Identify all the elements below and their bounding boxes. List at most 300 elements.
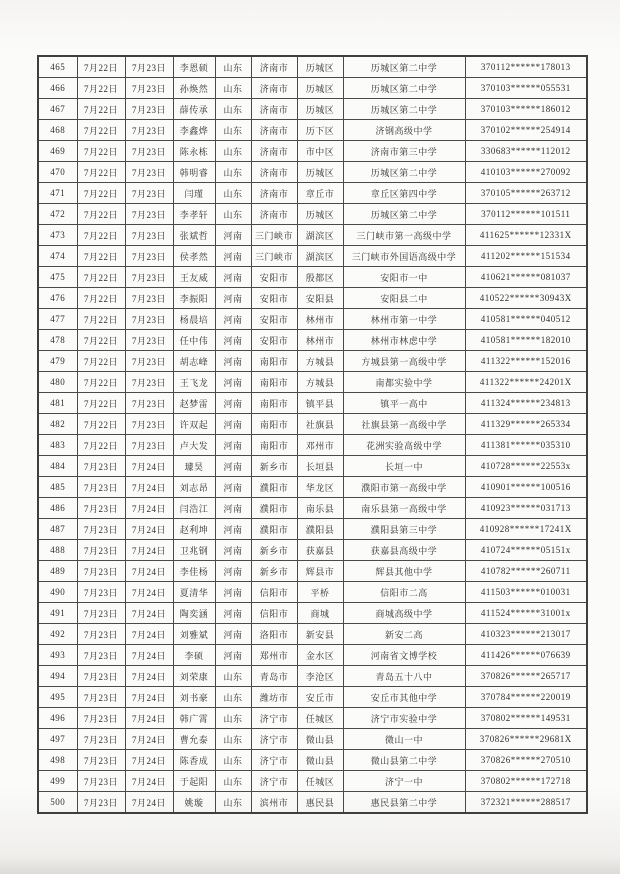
cell-city: 济宁市 [251, 771, 297, 792]
cell-district: 镇平县 [297, 393, 343, 414]
cell-seq: 479 [38, 351, 77, 372]
cell-province: 河南 [215, 498, 251, 519]
cell-seq: 497 [38, 729, 77, 750]
table-row [38, 309, 587, 330]
cell-checkin-date: 7月22日 [77, 351, 125, 372]
cell-province: 河南 [215, 393, 251, 414]
cell-district: 李沧区 [297, 666, 343, 687]
cell-id-number: 411322******152016 [465, 351, 587, 372]
cell-id-number: 370105******263712 [465, 183, 587, 204]
cell-checkout-date: 7月24日 [125, 624, 173, 645]
cell-id-number: 370112******178013 [465, 56, 587, 78]
cell-checkin-date: 7月23日 [77, 624, 125, 645]
cell-checkin-date: 7月22日 [77, 225, 125, 246]
cell-school: 商城高级中学 [343, 603, 465, 624]
cell-district: 章丘市 [297, 183, 343, 204]
cell-id-number: 410724******05151x [465, 540, 587, 561]
cell-name: 王飞龙 [173, 372, 215, 393]
cell-city: 濮阳市 [251, 498, 297, 519]
cell-name: 李孝轩 [173, 204, 215, 225]
cell-checkin-date: 7月23日 [77, 729, 125, 750]
cell-city: 南阳市 [251, 393, 297, 414]
cell-province: 河南 [215, 414, 251, 435]
cell-id-number: 410928******17241X [465, 519, 587, 540]
cell-city: 南阳市 [251, 435, 297, 456]
cell-checkin-date: 7月22日 [77, 435, 125, 456]
cell-checkin-date: 7月23日 [77, 540, 125, 561]
table-row [38, 435, 587, 456]
cell-checkin-date: 7月22日 [77, 78, 125, 99]
cell-province: 山东 [215, 78, 251, 99]
cell-province: 河南 [215, 519, 251, 540]
cell-city: 新乡市 [251, 456, 297, 477]
cell-checkout-date: 7月24日 [125, 708, 173, 729]
cell-school: 章丘区第四中学 [343, 183, 465, 204]
cell-district: 南乐县 [297, 498, 343, 519]
cell-name: 刘荣康 [173, 666, 215, 687]
cell-school: 济宁一中 [343, 771, 465, 792]
cell-checkout-date: 7月23日 [125, 330, 173, 351]
cell-school: 三门峡市外国语高级中学 [343, 246, 465, 267]
cell-checkin-date: 7月22日 [77, 204, 125, 225]
cell-checkout-date: 7月23日 [125, 414, 173, 435]
cell-province: 河南 [215, 330, 251, 351]
cell-city: 济南市 [251, 162, 297, 183]
cell-id-number: 370102******254914 [465, 120, 587, 141]
cell-id-number: 370103******055531 [465, 78, 587, 99]
cell-id-number: 330683******112012 [465, 141, 587, 162]
cell-province: 山东 [215, 99, 251, 120]
cell-district: 惠民县 [297, 792, 343, 814]
cell-district: 辉县市 [297, 561, 343, 582]
cell-checkout-date: 7月24日 [125, 477, 173, 498]
cell-checkout-date: 7月23日 [125, 99, 173, 120]
cell-checkin-date: 7月22日 [77, 414, 125, 435]
cell-checkin-date: 7月22日 [77, 309, 125, 330]
cell-province: 河南 [215, 288, 251, 309]
cell-school: 南都实验中学 [343, 372, 465, 393]
cell-checkin-date: 7月22日 [77, 246, 125, 267]
table-row [38, 498, 587, 519]
cell-checkin-date: 7月22日 [77, 141, 125, 162]
cell-name: 赵利坤 [173, 519, 215, 540]
cell-id-number: 410923******031713 [465, 498, 587, 519]
cell-seq: 473 [38, 225, 77, 246]
cell-province: 河南 [215, 540, 251, 561]
cell-checkout-date: 7月23日 [125, 288, 173, 309]
table-row [38, 78, 587, 99]
table-row [38, 666, 587, 687]
cell-province: 河南 [215, 435, 251, 456]
cell-checkout-date: 7月24日 [125, 792, 173, 814]
cell-school: 社旗县第一高级中学 [343, 414, 465, 435]
cell-city: 信阳市 [251, 582, 297, 603]
table-row [38, 246, 587, 267]
cell-id-number: 410728******22553x [465, 456, 587, 477]
cell-district: 金水区 [297, 645, 343, 666]
cell-id-number: 370826******265717 [465, 666, 587, 687]
cell-checkin-date: 7月23日 [77, 666, 125, 687]
cell-school: 镇平一高中 [343, 393, 465, 414]
cell-school: 济南市第三中学 [343, 141, 465, 162]
cell-name: 赵梦雷 [173, 393, 215, 414]
cell-province: 山东 [215, 120, 251, 141]
cell-seq: 492 [38, 624, 77, 645]
cell-checkout-date: 7月23日 [125, 141, 173, 162]
cell-checkout-date: 7月23日 [125, 56, 173, 78]
cell-checkout-date: 7月24日 [125, 561, 173, 582]
cell-school: 林州市第一中学 [343, 309, 465, 330]
cell-checkout-date: 7月23日 [125, 183, 173, 204]
cell-district: 获嘉县 [297, 540, 343, 561]
cell-seq: 474 [38, 246, 77, 267]
cell-seq: 498 [38, 750, 77, 771]
cell-name: 闫瑾 [173, 183, 215, 204]
cell-district: 湖滨区 [297, 225, 343, 246]
cell-city: 南阳市 [251, 372, 297, 393]
cell-district: 邓州市 [297, 435, 343, 456]
cell-school: 长垣一中 [343, 456, 465, 477]
cell-city: 信阳市 [251, 603, 297, 624]
cell-province: 山东 [215, 792, 251, 814]
table-row [38, 645, 587, 666]
cell-school: 辉县其他中学 [343, 561, 465, 582]
cell-province: 山东 [215, 729, 251, 750]
cell-school: 河南省文博学校 [343, 645, 465, 666]
roster-table-body [38, 56, 587, 813]
cell-city: 济宁市 [251, 708, 297, 729]
cell-checkin-date: 7月22日 [77, 267, 125, 288]
cell-checkin-date: 7月23日 [77, 519, 125, 540]
cell-city: 安阳市 [251, 288, 297, 309]
cell-checkin-date: 7月23日 [77, 582, 125, 603]
table-row [38, 393, 587, 414]
cell-id-number: 370826******270510 [465, 750, 587, 771]
cell-id-number: 411381******035310 [465, 435, 587, 456]
cell-province: 河南 [215, 372, 251, 393]
cell-district: 新安县 [297, 624, 343, 645]
cell-seq: 496 [38, 708, 77, 729]
cell-school: 济宁市实验中学 [343, 708, 465, 729]
cell-city: 洛阳市 [251, 624, 297, 645]
cell-name: 任中伟 [173, 330, 215, 351]
table-row [38, 456, 587, 477]
cell-seq: 472 [38, 204, 77, 225]
cell-school: 济钢高级中学 [343, 120, 465, 141]
cell-name: 侯孝然 [173, 246, 215, 267]
cell-seq: 467 [38, 99, 77, 120]
cell-seq: 484 [38, 456, 77, 477]
cell-district: 历城区 [297, 99, 343, 120]
cell-district: 任城区 [297, 771, 343, 792]
cell-name: 李恩硕 [173, 56, 215, 78]
cell-province: 河南 [215, 246, 251, 267]
cell-checkin-date: 7月23日 [77, 477, 125, 498]
cell-city: 济宁市 [251, 729, 297, 750]
cell-province: 山东 [215, 204, 251, 225]
table-row [38, 750, 587, 771]
cell-name: 杨晨培 [173, 309, 215, 330]
cell-province: 河南 [215, 351, 251, 372]
cell-seq: 468 [38, 120, 77, 141]
cell-school: 花洲实验高级中学 [343, 435, 465, 456]
cell-district: 市中区 [297, 141, 343, 162]
cell-checkout-date: 7月23日 [125, 120, 173, 141]
cell-checkin-date: 7月23日 [77, 561, 125, 582]
cell-district: 历城区 [297, 162, 343, 183]
cell-district: 安阳县 [297, 288, 343, 309]
cell-seq: 465 [38, 56, 77, 78]
cell-checkout-date: 7月23日 [125, 204, 173, 225]
cell-school: 方城县第一高级中学 [343, 351, 465, 372]
cell-school: 濮阳县第三中学 [343, 519, 465, 540]
cell-school: 南乐县第一高级中学 [343, 498, 465, 519]
cell-checkout-date: 7月24日 [125, 456, 173, 477]
table-row [38, 330, 587, 351]
cell-seq: 470 [38, 162, 77, 183]
cell-checkout-date: 7月24日 [125, 666, 173, 687]
cell-checkout-date: 7月23日 [125, 393, 173, 414]
cell-province: 河南 [215, 561, 251, 582]
cell-school: 三门峡市第一高级中学 [343, 225, 465, 246]
cell-checkin-date: 7月23日 [77, 750, 125, 771]
scan-shadow [0, 856, 620, 874]
cell-district: 历城区 [297, 56, 343, 78]
cell-seq: 471 [38, 183, 77, 204]
cell-seq: 500 [38, 792, 77, 814]
cell-city: 青岛市 [251, 666, 297, 687]
cell-checkin-date: 7月22日 [77, 162, 125, 183]
cell-id-number: 370784******220019 [465, 687, 587, 708]
cell-school: 安丘市其他中学 [343, 687, 465, 708]
cell-name: 薛传承 [173, 99, 215, 120]
cell-seq: 478 [38, 330, 77, 351]
table-row [38, 141, 587, 162]
cell-checkout-date: 7月24日 [125, 603, 173, 624]
cell-district: 濮阳县 [297, 519, 343, 540]
cell-checkout-date: 7月23日 [125, 372, 173, 393]
cell-checkout-date: 7月24日 [125, 582, 173, 603]
cell-district: 方城县 [297, 351, 343, 372]
cell-school: 获嘉县高级中学 [343, 540, 465, 561]
table-row [38, 288, 587, 309]
table-row [38, 540, 587, 561]
cell-province: 山东 [215, 708, 251, 729]
cell-school: 濮阳市第一高级中学 [343, 477, 465, 498]
cell-name: 刘雅斌 [173, 624, 215, 645]
cell-city: 濮阳市 [251, 477, 297, 498]
cell-name: 王友威 [173, 267, 215, 288]
cell-checkout-date: 7月24日 [125, 498, 173, 519]
cell-id-number: 411524******31001x [465, 603, 587, 624]
cell-name: 韩明睿 [173, 162, 215, 183]
table-row [38, 771, 587, 792]
cell-id-number: 410323******213017 [465, 624, 587, 645]
cell-seq: 491 [38, 603, 77, 624]
cell-checkout-date: 7月24日 [125, 729, 173, 750]
cell-city: 济南市 [251, 56, 297, 78]
cell-seq: 480 [38, 372, 77, 393]
cell-district: 微山县 [297, 729, 343, 750]
cell-school: 安阳市一中 [343, 267, 465, 288]
cell-seq: 490 [38, 582, 77, 603]
cell-name: 李振阳 [173, 288, 215, 309]
cell-name: 孙焕然 [173, 78, 215, 99]
cell-province: 山东 [215, 771, 251, 792]
cell-city: 南阳市 [251, 351, 297, 372]
cell-province: 河南 [215, 645, 251, 666]
cell-seq: 477 [38, 309, 77, 330]
cell-school: 信阳市二高 [343, 582, 465, 603]
cell-id-number: 411322******24201X [465, 372, 587, 393]
cell-id-number: 370802******149531 [465, 708, 587, 729]
cell-seq: 489 [38, 561, 77, 582]
cell-checkin-date: 7月23日 [77, 498, 125, 519]
cell-city: 济南市 [251, 204, 297, 225]
cell-city: 济南市 [251, 120, 297, 141]
cell-city: 济南市 [251, 78, 297, 99]
cell-seq: 476 [38, 288, 77, 309]
cell-seq: 495 [38, 687, 77, 708]
cell-school: 青岛五十八中 [343, 666, 465, 687]
cell-city: 济南市 [251, 141, 297, 162]
cell-name: 陈永栋 [173, 141, 215, 162]
cell-province: 河南 [215, 477, 251, 498]
table-row [38, 708, 587, 729]
table-row [38, 561, 587, 582]
cell-name: 张斌哲 [173, 225, 215, 246]
table-row [38, 162, 587, 183]
cell-name: 于起阳 [173, 771, 215, 792]
table-row [38, 519, 587, 540]
cell-district: 湖滨区 [297, 246, 343, 267]
cell-province: 河南 [215, 603, 251, 624]
cell-city: 南阳市 [251, 414, 297, 435]
cell-school: 安阳县二中 [343, 288, 465, 309]
cell-seq: 466 [38, 78, 77, 99]
cell-province: 山东 [215, 750, 251, 771]
cell-name: 许双起 [173, 414, 215, 435]
cell-seq: 494 [38, 666, 77, 687]
cell-district: 历下区 [297, 120, 343, 141]
cell-city: 济南市 [251, 183, 297, 204]
cell-school: 历城区第二中学 [343, 162, 465, 183]
cell-checkin-date: 7月22日 [77, 330, 125, 351]
cell-district: 微山县 [297, 750, 343, 771]
cell-school: 历城区第二中学 [343, 56, 465, 78]
table-row [38, 351, 587, 372]
cell-district: 林州市 [297, 330, 343, 351]
cell-district: 平桥 [297, 582, 343, 603]
cell-school: 历城区第二中学 [343, 204, 465, 225]
table-row [38, 225, 587, 246]
cell-seq: 488 [38, 540, 77, 561]
cell-city: 新乡市 [251, 540, 297, 561]
cell-seq: 493 [38, 645, 77, 666]
cell-name: 璩昊 [173, 456, 215, 477]
cell-school: 历城区第二中学 [343, 99, 465, 120]
cell-city: 潍坊市 [251, 687, 297, 708]
cell-id-number: 410103******270092 [465, 162, 587, 183]
cell-id-number: 370112******101511 [465, 204, 587, 225]
cell-checkout-date: 7月23日 [125, 246, 173, 267]
table-row [38, 120, 587, 141]
cell-id-number: 410581******182010 [465, 330, 587, 351]
cell-checkin-date: 7月23日 [77, 792, 125, 814]
cell-district: 林州市 [297, 309, 343, 330]
cell-seq: 469 [38, 141, 77, 162]
cell-seq: 499 [38, 771, 77, 792]
cell-name: 陈香成 [173, 750, 215, 771]
cell-province: 河南 [215, 225, 251, 246]
table-row [38, 183, 587, 204]
cell-seq: 483 [38, 435, 77, 456]
cell-checkin-date: 7月22日 [77, 393, 125, 414]
cell-checkout-date: 7月23日 [125, 225, 173, 246]
table-row [38, 99, 587, 120]
cell-city: 郑州市 [251, 645, 297, 666]
cell-name: 卫兆钢 [173, 540, 215, 561]
cell-name: 卢大发 [173, 435, 215, 456]
cell-checkout-date: 7月23日 [125, 78, 173, 99]
cell-id-number: 410782******260711 [465, 561, 587, 582]
cell-district: 任城区 [297, 708, 343, 729]
cell-city: 济南市 [251, 99, 297, 120]
cell-name: 刘书豪 [173, 687, 215, 708]
cell-id-number: 410901******100516 [465, 477, 587, 498]
table-row [38, 792, 587, 814]
cell-province: 河南 [215, 309, 251, 330]
cell-province: 山东 [215, 183, 251, 204]
table-row [38, 582, 587, 603]
cell-district: 殷都区 [297, 267, 343, 288]
cell-district: 历城区 [297, 204, 343, 225]
table-row [38, 267, 587, 288]
cell-name: 闫浩江 [173, 498, 215, 519]
cell-city: 三门峡市 [251, 225, 297, 246]
cell-city: 濮阳市 [251, 519, 297, 540]
cell-district: 历城区 [297, 78, 343, 99]
cell-checkin-date: 7月22日 [77, 120, 125, 141]
cell-checkout-date: 7月24日 [125, 540, 173, 561]
cell-checkin-date: 7月22日 [77, 56, 125, 78]
cell-name: 姚璇 [173, 792, 215, 814]
cell-checkin-date: 7月22日 [77, 372, 125, 393]
cell-district: 社旗县 [297, 414, 343, 435]
table-row [38, 603, 587, 624]
cell-id-number: 370826******29681X [465, 729, 587, 750]
cell-name: 刘志昂 [173, 477, 215, 498]
cell-city: 济宁市 [251, 750, 297, 771]
cell-province: 河南 [215, 582, 251, 603]
cell-seq: 481 [38, 393, 77, 414]
table-row [38, 729, 587, 750]
cell-name: 夏清华 [173, 582, 215, 603]
cell-id-number: 410522******30943X [465, 288, 587, 309]
cell-id-number: 411324******234813 [465, 393, 587, 414]
cell-name: 李硕 [173, 645, 215, 666]
cell-province: 山东 [215, 687, 251, 708]
cell-seq: 482 [38, 414, 77, 435]
cell-city: 安阳市 [251, 309, 297, 330]
cell-province: 山东 [215, 162, 251, 183]
cell-checkin-date: 7月22日 [77, 183, 125, 204]
cell-name: 陶奕涵 [173, 603, 215, 624]
cell-seq: 485 [38, 477, 77, 498]
cell-school: 林州市林虑中学 [343, 330, 465, 351]
cell-id-number: 370103******186012 [465, 99, 587, 120]
roster-table [37, 55, 588, 814]
